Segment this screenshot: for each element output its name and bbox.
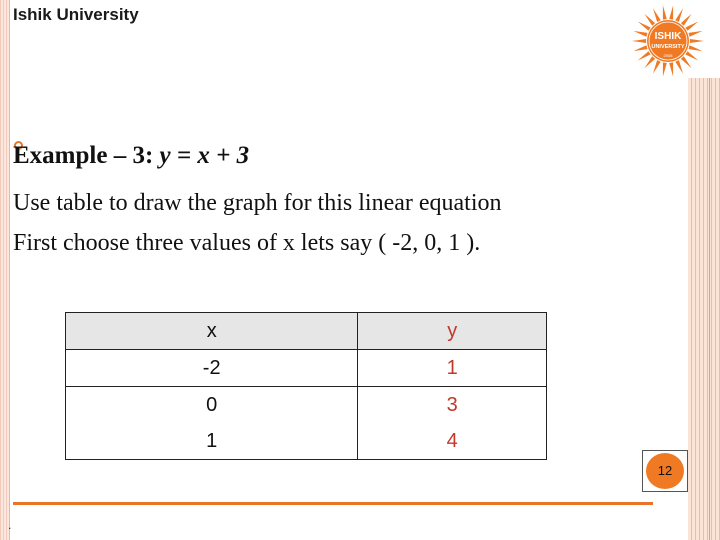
logo-ray — [653, 60, 661, 74]
footer-divider — [13, 502, 653, 505]
logo-ray — [681, 56, 692, 68]
logo-ray — [644, 56, 655, 68]
logo-ray — [653, 8, 661, 22]
logo-ray — [675, 8, 683, 22]
logo-ray — [634, 31, 648, 37]
cell-x: -2 — [66, 350, 358, 387]
logo-text-line-1: ISHIK — [654, 31, 682, 42]
cell-x: 0 — [66, 387, 358, 424]
cell-y: 3 — [358, 387, 547, 424]
title-equation: y = x + 3 — [159, 142, 250, 169]
logo-ray — [685, 51, 698, 60]
values-table — [65, 312, 547, 460]
logo-ray — [663, 62, 667, 76]
slide-title — [13, 142, 249, 170]
footer-mark: . — [8, 518, 12, 532]
logo-ray — [681, 14, 692, 26]
logo-text-line-3: 2008 — [663, 53, 673, 58]
logo-ray — [638, 51, 651, 60]
logo-ray — [669, 5, 673, 19]
logo-ray — [689, 45, 703, 51]
logo-ray — [669, 62, 673, 76]
logo-ray — [663, 5, 667, 19]
logo-ray — [675, 60, 683, 74]
logo-ray — [638, 22, 651, 31]
page-number: 12 — [646, 453, 684, 489]
logo-ray — [634, 45, 648, 51]
cell-y: 4 — [358, 423, 547, 460]
table-header-row — [66, 313, 547, 350]
logo-ray — [689, 31, 703, 37]
header-cell-y: y — [358, 313, 547, 350]
right-decorative-stripe — [688, 78, 720, 540]
table-row — [66, 350, 547, 387]
body-line-2: First choose three values of x lets say ( -2, 0, 1 ). — [13, 230, 481, 256]
right-stripe-line — [709, 78, 710, 540]
logo-ray — [690, 39, 704, 43]
title-prefix: Example – 3: — [13, 142, 160, 169]
logo-text-line-2: UNIVERSITY — [651, 44, 685, 50]
header-cell-x: x — [66, 313, 358, 350]
logo-ray — [685, 22, 698, 31]
cell-x: 1 — [66, 423, 358, 460]
left-decorative-stripe — [0, 0, 10, 540]
org-name: Ishik University — [13, 5, 139, 24]
logo-ray — [632, 39, 646, 43]
sunburst-logo-icon — [616, 1, 720, 77]
logo-ray — [644, 14, 655, 26]
cell-y: 1 — [358, 350, 547, 387]
table-row — [66, 423, 547, 460]
table-row — [66, 387, 547, 424]
body-line-1: Use table to draw the graph for this linear equation — [13, 190, 502, 216]
